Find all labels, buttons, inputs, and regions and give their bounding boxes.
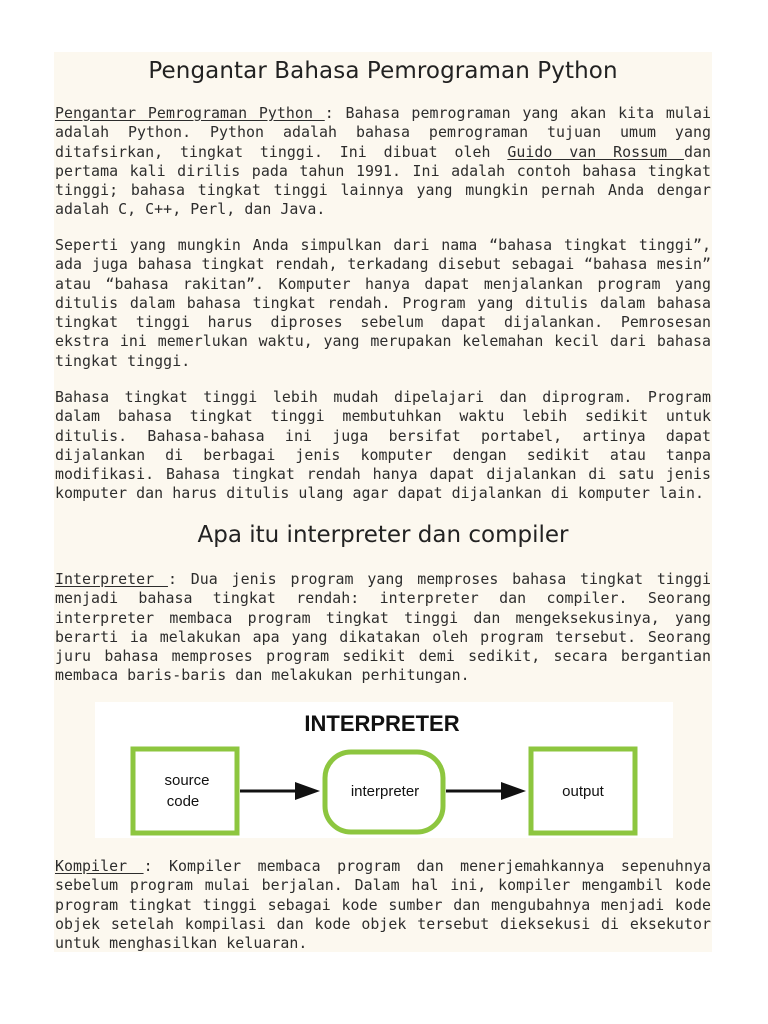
section-title-interpreter-compiler: Apa itu interpreter dan compiler	[197, 522, 569, 548]
source-code-label-line2: code	[166, 793, 200, 810]
paragraph-low-level: Seperti yang mungkin Anda simpulkan dari nama “bahasa tingkat tinggi”, ada juga bahasa tingkat rendah, terkadang disebut sebagai “bahasa mesin” atau “bahasa rakitan”. Komputer hanya dapat menjalankan program yang ditulis dalam bahasa tingkat rendah. Program yang ditulis dalam bahasa tingkat tinggi harus diproses sebelum dapat dijalankan. Pemrosesan ekstra ini memerlukan waktu, yang merupakan kelemahan kecil dari bahasa tingkat tinggi.	[55, 236, 711, 370]
compiler-text: : Kompiler membaca program dan menerjemahkannya sepenuhnya sebelum program mulai berjalan. Dalam hal ini, kompiler mengambil kode program tingkat tinggi sebagai kode sumber dan mengubahnya menjadi kode objek setelah kompilasi dan kode objek tersebut dieksekusi di eksekutor untuk menghasilkan keluaran.	[55, 857, 711, 953]
intro-text-2: dan pertama kali dirilis pada tahun 1991. Ini adalah contoh bahasa tingkat tinggi; bahasa tingkat tinggi lainnya yang mungkin pernah Anda dengar adalah C, C++, Perl, dan Java.	[55, 142, 711, 219]
arrow-head-1	[295, 782, 320, 800]
page-title: Pengantar Bahasa Pemrograman Python	[148, 58, 618, 84]
source-code-box	[133, 749, 237, 833]
term-interpreter: Interpreter	[55, 570, 168, 588]
diagram-title: INTERPRETER	[304, 711, 460, 736]
output-box-label: output	[562, 783, 604, 800]
arrow-head-2	[501, 782, 526, 800]
term-pengantar: Pengantar Pemrograman Python	[55, 104, 325, 122]
source-code-label-line1: source	[164, 772, 210, 789]
interpreter-text: : Dua jenis program yang memproses bahasa tingkat tinggi menjadi bahasa tingkat rendah: interpreter dan compiler. Seorang interpreter membaca program tingkat tinggi dan mengeksekusinya, yang berarti ia melakukan apa yang dikatakan oleh program tersebut. Seorang juru bahasa memproses program sedikit demi sedikit, secara bergantian membaca baris-baris dan melakukan perhitungan.	[55, 570, 711, 685]
interpreter-diagram-svg	[95, 702, 673, 838]
paragraph-interpreter	[55, 570, 711, 686]
interpreter-diagram	[95, 702, 673, 838]
document-page	[54, 52, 712, 952]
intro-text-1: : Bahasa pemrograman yang akan kita mulai adalah Python. Python adalah bahasa pemrograman tujuan umum yang ditafsirkan, tingkat tinggi. Ini dibuat oleh	[55, 104, 711, 161]
interpreter-box-label: interpreter	[350, 783, 420, 800]
paragraph-high-level: Bahasa tingkat tinggi lebih mudah dipelajari dan diprogram. Program dalam bahasa tingkat tinggi membutuhkan waktu lebih sedikit untuk ditulis. Bahasa-bahasa ini juga bersifat portabel, artinya dapat dijalankan di berbagai jenis komputer dengan sedikit atau tanpa modifikasi. Bahasa tingkat rendah hanya dapat dijalankan di satu jenis komputer dan harus ditulis ulang agar dapat dijalankan di komputer lain.	[55, 388, 711, 503]
paragraph-intro	[55, 104, 711, 220]
term-kompiler: Kompiler	[55, 857, 144, 875]
paragraph-compiler	[55, 857, 711, 953]
link-guido-van-rossum[interactable]: Guido van Rossum	[507, 142, 684, 161]
